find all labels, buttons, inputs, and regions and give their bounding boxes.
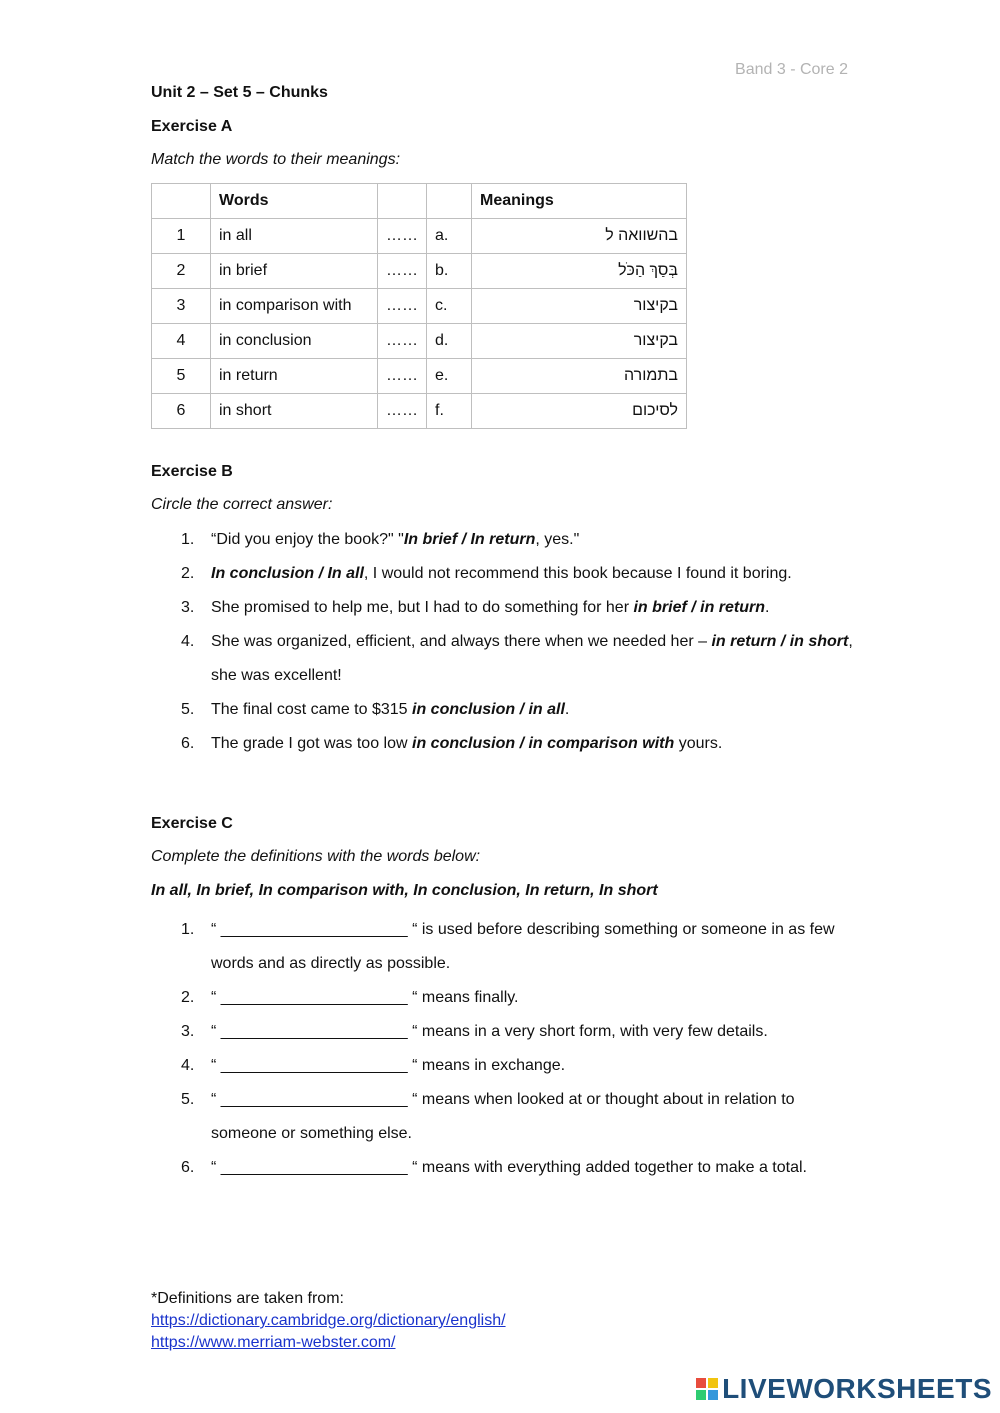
col-words-header: Words <box>211 184 378 219</box>
list-item: 1. “Did you enjoy the book?" "In brief / In return, yes." <box>181 531 580 548</box>
row-meaning: בתמורה <box>472 359 687 394</box>
row-word: in comparison with <box>211 289 378 324</box>
list-item: 2. In conclusion / In all, I would not recommend this book because I found it boring. <box>181 565 792 582</box>
list-item: 4. She was organized, efficient, and always there when we needed her – in return / in short, she was excellent! <box>181 633 853 684</box>
blank-input[interactable]: “ _____________________ “ <box>211 1091 418 1108</box>
merriam-webster-link[interactable]: https://www.merriam-webster.com/ <box>151 1334 396 1351</box>
exercise-b-heading: Exercise B <box>151 463 233 480</box>
matching-table <box>151 183 687 429</box>
answer-slot[interactable]: …… <box>378 219 427 254</box>
exercise-b-list <box>181 523 861 761</box>
answer-slot[interactable]: …… <box>378 394 427 429</box>
row-letter: d. <box>427 324 472 359</box>
row-number: 1 <box>152 219 211 254</box>
blank-input[interactable]: “ _____________________ “ <box>211 1057 418 1074</box>
answer-slot[interactable]: …… <box>378 359 427 394</box>
exercise-a-heading: Exercise A <box>151 118 233 135</box>
table-row <box>152 289 687 324</box>
blank-input[interactable]: “ _____________________ “ <box>211 921 418 938</box>
col-meanings-header: Meanings <box>472 184 687 219</box>
band-label: Band 3 - Core 2 <box>735 61 848 78</box>
answer-slot[interactable]: …… <box>378 254 427 289</box>
exercise-c-heading: Exercise C <box>151 815 233 832</box>
table-header-row <box>152 184 687 219</box>
row-number: 3 <box>152 289 211 324</box>
word-bank: In all, In brief, In comparison with, In conclusion, In return, In short <box>151 882 658 899</box>
row-meaning: בקיצור <box>472 289 687 324</box>
list-item: 2. “ _____________________ “ means finally. <box>181 981 861 1015</box>
blank-input[interactable]: “ _____________________ “ <box>211 989 418 1006</box>
row-letter: f. <box>427 394 472 429</box>
cambridge-link[interactable]: https://dictionary.cambridge.org/dictionary/english/ <box>151 1312 506 1329</box>
row-meaning: בְּסַךְ הַכֹּל <box>472 254 687 289</box>
list-item: 4. “ _____________________ “ means in exchange. <box>181 1049 861 1083</box>
list-item: 6. “ _____________________ “ means with everything added together to make a total. <box>181 1151 861 1185</box>
list-item: 1. “ _____________________ “ is used before describing something or someone in as few words and as directly as possible. <box>181 913 861 981</box>
row-meaning: בקיצור <box>472 324 687 359</box>
row-word: in all <box>211 219 378 254</box>
table-row <box>152 254 687 289</box>
row-word: in conclusion <box>211 324 378 359</box>
row-word: in short <box>211 394 378 429</box>
exercise-b-instruction: Circle the correct answer: <box>151 496 333 513</box>
row-number: 6 <box>152 394 211 429</box>
blank-input[interactable]: “ _____________________ “ <box>211 1159 418 1176</box>
row-letter: e. <box>427 359 472 394</box>
answer-choice[interactable]: in brief / in return <box>633 599 766 616</box>
row-number: 4 <box>152 324 211 359</box>
row-letter: b. <box>427 254 472 289</box>
list-item: 3. She promised to help me, but I had to do something for her in brief / in return. <box>181 599 770 616</box>
blank-input[interactable]: “ _____________________ “ <box>211 1023 418 1040</box>
list-item: 5. The final cost came to $315 in conclusion / in all. <box>181 701 570 718</box>
brand-text: LIVEWORKSHEETS <box>722 1373 992 1404</box>
list-item: 3. “ _____________________ “ means in a very short form, with very few details. <box>181 1015 861 1049</box>
page-title: Unit 2 – Set 5 – Chunks <box>151 84 328 101</box>
list-item: 5. “ _____________________ “ means when looked at or thought about in relation to someone or something else. <box>181 1083 861 1151</box>
row-letter: a. <box>427 219 472 254</box>
liveworksheets-logo <box>696 1373 992 1405</box>
row-meaning: בהשוואה ל <box>472 219 687 254</box>
answer-choice[interactable]: In conclusion / In all <box>211 565 364 582</box>
list-item: 6. The grade I got was too low in conclusion / in comparison with yours. <box>181 735 723 752</box>
row-number: 2 <box>152 254 211 289</box>
answer-slot[interactable]: …… <box>378 289 427 324</box>
exercise-a-instruction: Match the words to their meanings: <box>151 151 401 168</box>
liveworksheets-icon <box>696 1378 718 1400</box>
exercise-c-list <box>181 913 861 1185</box>
row-meaning: לסיכום <box>472 394 687 429</box>
row-word: in return <box>211 359 378 394</box>
row-word: in brief <box>211 254 378 289</box>
table-row <box>152 359 687 394</box>
table-row <box>152 219 687 254</box>
answer-choice[interactable]: in return / in short <box>711 633 849 650</box>
table-row <box>152 324 687 359</box>
exercise-c-instruction: Complete the definitions with the words below: <box>151 848 481 865</box>
row-letter: c. <box>427 289 472 324</box>
answer-choice[interactable]: in conclusion / in comparison with <box>412 735 675 752</box>
row-number: 5 <box>152 359 211 394</box>
references <box>151 1288 506 1354</box>
answer-choice[interactable]: in conclusion / in all <box>412 701 565 718</box>
answer-choice[interactable]: In brief / In return <box>403 531 536 548</box>
answer-slot[interactable]: …… <box>378 324 427 359</box>
references-note: *Definitions are taken from: <box>151 1290 344 1307</box>
table-row <box>152 394 687 429</box>
